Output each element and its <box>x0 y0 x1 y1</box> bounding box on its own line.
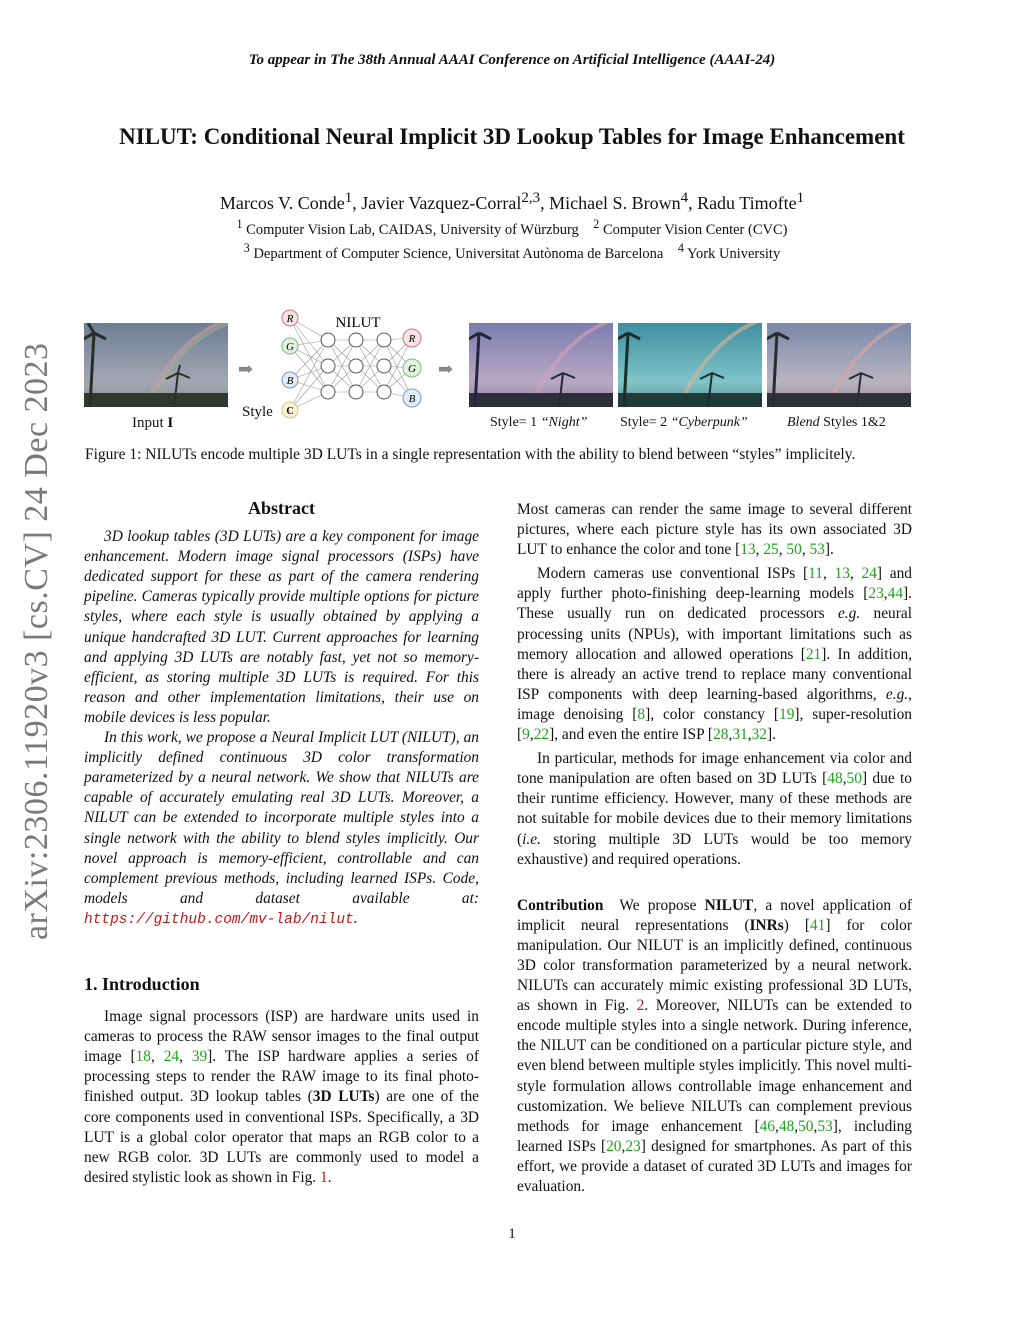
affiliation: Computer Vision Center (CVC) <box>602 221 788 238</box>
body-text: ], super-resolution [ <box>517 705 912 744</box>
citation-link[interactable]: 25 <box>763 541 779 559</box>
body-text: We propose <box>603 896 705 914</box>
citation-link[interactable]: 46 <box>759 1117 775 1135</box>
node-label: C <box>286 406 294 417</box>
body-text: Most cameras can render the same image to several different pictures, where each picture style has its own associated 3D LUT to enhance the color and tone [ <box>517 501 912 559</box>
body-text: In particular, methods for image enhancement via color and tone manipulation are often based on 3D LUTs [ <box>517 750 912 788</box>
abstract-paragraph <box>84 728 479 930</box>
author-name: Javier Vazquez-Corral <box>361 193 522 213</box>
night-style-photo <box>469 323 613 407</box>
caption-symbol: I <box>167 415 174 431</box>
body-text: , a novel application of implicit neural representations ( <box>517 896 913 934</box>
network-label: NILUT <box>335 315 381 331</box>
citation-link[interactable]: 21 <box>805 645 822 663</box>
body-text: ]. <box>824 541 834 559</box>
aff-sup: 3 <box>243 241 250 255</box>
node-label: B <box>286 375 294 387</box>
body-text: neural processing units (NPUs), with important limitations such as memory allocation and allowed operations [ <box>517 605 912 663</box>
citation-link[interactable]: 48 <box>778 1117 795 1135</box>
author-sup: 4 <box>680 190 689 206</box>
figure-ref-link[interactable]: 1 <box>320 1168 328 1186</box>
author-name: Marcos V. Conde <box>219 193 345 213</box>
style-label: Style <box>242 404 273 420</box>
cyberpunk-style-photo <box>618 323 762 407</box>
citation-link[interactable]: 32 <box>751 726 767 744</box>
italic-abbrev: e.g. <box>837 605 861 623</box>
caption-text: Style= 2 <box>620 415 671 430</box>
citation-link[interactable]: 24 <box>163 1048 180 1066</box>
caption-style-name: “Night” <box>540 415 588 430</box>
author-sup: 1 <box>796 190 805 206</box>
intro-paragraph: Image signal processors (ISP) are hardware units used in cameras to process the RAW sensor images to the final output image [18, 24, 39]. The ISP hardware applies a series of processing steps to render the RAW image to its final photo-finished output. 3D lookup tables (3D LUTs) are one of the core components used in conventional ISPs. Specifically, a 3D LUT is a global color operator that maps an RGB color to a new RGB color. 3D LUTs are commonly used to model a desired stylistic look as shown in Fig. 1. <box>84 1008 479 1186</box>
figure-caption: Figure 1: NILUTs encode multiple 3D LUTs in a single representation with the ability to blend between “styles” implicitely. <box>85 446 856 463</box>
author-sep: , <box>688 193 698 213</box>
style1-caption <box>490 415 587 431</box>
citation-link[interactable]: 8 <box>637 705 646 723</box>
citation-link[interactable]: 50 <box>846 770 862 788</box>
citation-link[interactable]: 9 <box>522 726 530 744</box>
arrow-icon: ➡ <box>238 359 254 379</box>
body-text: ]. These usually run on dedicated processors <box>517 585 912 623</box>
style2-caption <box>620 415 748 431</box>
left-column <box>84 498 479 1188</box>
body-text: ] for color manipulation. Our NILUT is an implicitly defined, continuous 3D color transformation parameterized by a neural network. NILUTs can accurately mimic existing professional 3D LUTs, as shown in Fig. <box>517 916 912 1015</box>
citation-link[interactable]: 48 <box>827 770 843 788</box>
italic-abbrev: e.g. <box>885 685 909 703</box>
blend-style-photo <box>767 323 911 407</box>
citation-link[interactable]: 24 <box>861 565 877 583</box>
body-text: , image denoising [ <box>517 685 912 723</box>
body-text: ], including learned ISPs [ <box>517 1117 912 1155</box>
node-label: G <box>286 341 294 353</box>
author-name: Michael S. Brown <box>549 193 681 213</box>
arxiv-watermark: arXiv:2306.11920v3 [cs.CV] 24 Dec 2023 <box>18 342 55 940</box>
aff-sup: 1 <box>236 217 243 231</box>
citation-link[interactable]: 22 <box>533 726 550 744</box>
caption-style-name: “Cyberpunk” <box>670 415 748 430</box>
abstract-paragraph: 3D lookup tables (3D LUTs) are a key component for image enhancement. Modern image signal processors (ISPs) have dedicated support for these as part of the camera rendering pipeline. Cameras typically provide multiple options for picture styles, where each style is usually obtained by applying a unique handcrafted 3D LUT. Current approaches for learning and applying 3D LUTs are notably fast, yet not so memory-efficient, as storing multiple 3D LUTs is required. For this reason and other implementation limitations, their use on mobile devices is less popular. <box>84 528 479 726</box>
body-text: ]. In addition, there is already an active trend to replace many conventional ISP components with deep learning-based algorithms, <box>517 645 912 703</box>
figure-ref-link[interactable]: 2 <box>636 997 645 1015</box>
citation-link[interactable]: 53 <box>817 1117 833 1135</box>
code-link[interactable]: https://github.com/mv-lab/nilut <box>84 911 354 928</box>
citation-link[interactable]: 53 <box>809 541 825 559</box>
abstract-text: . <box>353 909 358 927</box>
affiliation-line-1 <box>0 217 1024 239</box>
author-sep: , <box>540 193 550 213</box>
body-text: ] due to their runtime efficiency. However, many of these methods are not suitable for mobile devices due to their memory limitations ( <box>517 770 912 848</box>
author-name: Radu Timofte <box>697 193 797 213</box>
citation-link[interactable]: 28 <box>713 726 729 744</box>
bold-term: NILUT <box>704 896 754 914</box>
citation-link[interactable]: 11 <box>808 565 823 583</box>
affiliation-line-2 <box>0 241 1024 263</box>
citation-link[interactable]: 39 <box>191 1048 208 1066</box>
input-photo <box>84 323 228 407</box>
node-label: R <box>408 333 416 345</box>
author-list <box>0 190 1024 214</box>
contribution-heading: Contribution <box>517 896 604 914</box>
body-text: Image signal processors (ISP) are hardware units used in cameras to process the RAW sensor images to the final output image [ <box>84 1008 479 1066</box>
node-label: B <box>408 393 416 405</box>
introduction-heading: 1. Introduction <box>84 973 200 994</box>
page-number: 1 <box>508 1226 516 1242</box>
aff-sup: 2 <box>593 217 600 231</box>
abstract-heading: Abstract <box>248 498 315 518</box>
citation-link[interactable]: 13 <box>740 541 756 559</box>
citation-link[interactable]: 31 <box>732 726 748 744</box>
author-sup: 1 <box>344 190 353 206</box>
right-column <box>517 500 912 1197</box>
body-paragraph: Modern cameras use conventional ISPs [11, 13, 24] and apply further photo-finishing deep-learning models [23,44]. These usually run on dedicated processors e.g. neural processing units (NPUs), with important limitations such as memory allocation and allowed operations [21]. In addition, there is already an active trend to replace many conventional ISP components with deep learning-based algorithms, e.g., image denoising [8], color constancy [19], super-resolution [9,22], and even the entire ISP [28,31,32]. <box>517 565 912 744</box>
blend-caption <box>787 415 886 431</box>
contribution-paragraph: Contribution We propose NILUT, a novel application of implicit neural representations (INRs) [41] for color manipulation. Our NILUT is an implicitly defined, continuous 3D color transformation parameterized by a neural network. NILUTs can accurately mimic existing professional 3D LUTs, as shown in Fig. 2. Moreover, NILUTs can be extended to encode multiple styles into a single network. During inference, the NILUT can be conditioned on a particular picture style, and even blend between multiple styles implicitly. This novel multi-style formulation allows controllable image enhancement and customization. We believe NILUTs can complement previous methods for image enhancement [46,48,50,53], including learned ISPs [20,23] designed for smartphones. As part of this effort, we provide a dataset of curated 3D LUTs and images for evaluation. <box>517 896 913 1195</box>
abstract-text: In this work, we propose a Neural Implicit LUT (NILUT), an implicitly defined continuous 3D color transformation parameterized by a neural network. We show that NILUTs are capable of accurately emulating real 3D LUTs. Moreover, a NILUT can be extended to incorporate multiple styles into a single network with the ability to blend styles implicitly. Our novel approach is memory-efficient, controllable and can complement previous methods, including learned ISPs. Code, models and dataset available at: <box>84 729 479 907</box>
caption-text: Styles 1&2 <box>819 415 886 430</box>
body-text: ]. <box>766 726 776 744</box>
body-text: ], color constancy [ <box>645 705 780 723</box>
body-paragraph: In particular, methods for image enhancement via color and tone manipulation are often based on 3D LUTs [48,50] due to their runtime efficiency. However, many of these methods are not suitable for mobile devices due to their memory limitations (i.e. storing multiple 3D LUTs would be too memory exhaustive) and required operations. <box>517 750 912 868</box>
author-sep: , <box>352 193 362 213</box>
italic-abbrev: i.e. <box>522 830 541 848</box>
affiliation: York University <box>687 245 781 262</box>
caption-text: Style= 1 <box>490 415 541 430</box>
body-paragraph: Most cameras can render the same image to several different pictures, where each picture style has its own associated 3D LUT to enhance the color and tone [13, 25, 50, 53]. <box>517 501 912 559</box>
node-label: G <box>408 363 416 375</box>
bold-term: INRs <box>749 916 784 934</box>
citation-link[interactable]: 23 <box>868 585 884 603</box>
citation-link[interactable]: 44 <box>887 585 904 603</box>
venue-header: To appear in The 38th Annual AAAI Conference on Artificial Intelligence (AAAI-24) <box>248 52 776 68</box>
body-text: ] and apply further photo-finishing deep-learning models [ <box>517 565 912 603</box>
citation-link[interactable]: 50 <box>786 541 802 559</box>
citation-link[interactable]: 20 <box>606 1137 622 1155</box>
arrow-icon: ➡ <box>438 359 454 379</box>
body-text: . Moreover, NILUTs can be extended to encode multiple styles into a single network. During inference, the NILUT can be conditioned on a particular picture style, and even blend between multiple styles implicitly. This novel multi-style formulation allows controllable image enhancement and customization. We believe NILUTs can complement previous methods for image enhancement [ <box>517 997 912 1135</box>
body-text: ], and even the entire ISP [ <box>549 726 714 744</box>
bold-term: 3D LUTs <box>312 1088 375 1106</box>
body-text: storing multiple 3D LUTs would be too memory exhaustive) and required operations. <box>517 830 912 868</box>
body-text: Modern cameras use conventional ISPs [ <box>537 565 809 583</box>
affiliation: Department of Computer Science, Universitat Autònoma de Barcelona <box>253 245 664 262</box>
caption-style-name: Blend <box>787 415 820 430</box>
body-text: ] designed for smartphones. As part of this effort, we provide a dataset of curated 3D LUTs and images for evaluation. <box>517 1137 912 1195</box>
affiliation: Computer Vision Lab, CAIDAS, University of Würzburg <box>246 221 579 238</box>
paper-title: NILUT: Conditional Neural Implicit 3D Lookup Tables for Image Enhancement <box>119 124 905 149</box>
citation-link[interactable]: 23 <box>625 1137 641 1155</box>
nilut-network-diagram <box>272 304 440 424</box>
input-caption <box>132 415 173 432</box>
citation-link[interactable]: 19 <box>779 705 795 723</box>
citation-link[interactable]: 18 <box>135 1048 151 1066</box>
body-text: ]. The ISP hardware applies a series of processing steps to render the RAW image to its final photo-finished output. 3D lookup tables ( <box>84 1048 479 1106</box>
citation-link[interactable]: 41 <box>809 916 826 934</box>
caption-text: Input <box>132 415 168 431</box>
body-text: . <box>327 1168 332 1186</box>
body-text: ) are one of the core components used in conventional ISPs. Specifically, a 3D LUT is a global color operator that maps an RGB color to a new RGB color. 3D LUTs are commonly used to model a desired stylistic look as shown in Fig. <box>84 1088 479 1186</box>
citation-link[interactable]: 13 <box>834 565 850 583</box>
aff-sup: 4 <box>677 241 684 255</box>
node-label: R <box>286 313 294 325</box>
body-text: ) [ <box>783 916 810 934</box>
author-sup: 2,3 <box>521 190 541 206</box>
citation-link[interactable]: 50 <box>798 1117 814 1135</box>
